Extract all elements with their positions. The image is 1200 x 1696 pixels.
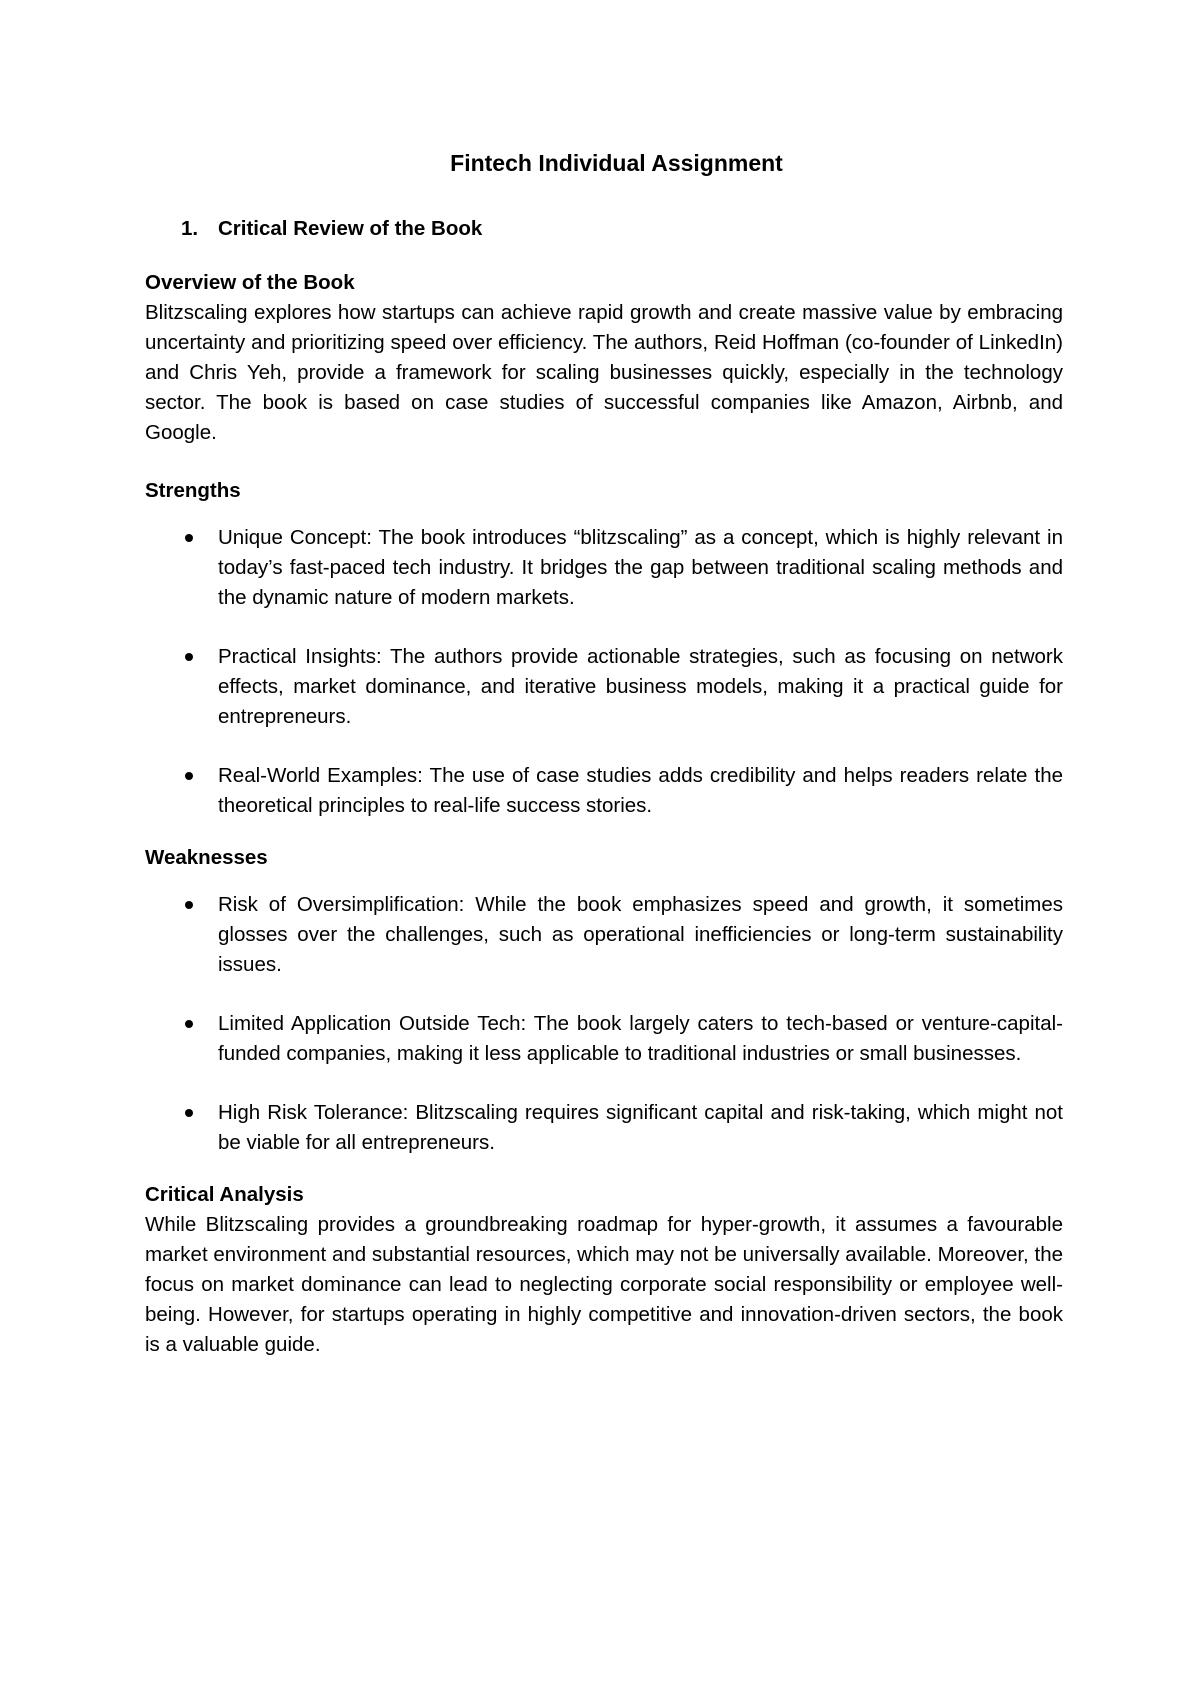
document-content	[145, 140, 1063, 1360]
critical-analysis-section	[145, 1180, 1063, 1360]
section-title: Critical Review of the Book	[218, 217, 483, 240]
list-item	[145, 642, 1063, 732]
bullet-icon	[145, 642, 218, 732]
bullet-icon	[145, 890, 218, 980]
list-item-text: High Risk Tolerance: Blitzscaling requires significant capital and risk-taking, which might not be viable for all entrepreneurs.	[218, 1101, 1063, 1154]
section-heading-numbered	[145, 214, 1063, 244]
list-item	[145, 523, 1063, 613]
list-item-text: Unique Concept: The book introduces “blitzscaling” as a concept, which is highly relevant in today’s fast-paced tech industry. It bridges the gap between traditional scaling methods and the dynamic nature of modern markets.	[218, 526, 1063, 609]
strengths-heading: Strengths	[145, 479, 241, 502]
list-item-text: Risk of Oversimplification: While the book emphasizes speed and growth, it sometimes glosses over the challenges, such as operational inefficiencies or long-term sustainability issues.	[218, 893, 1063, 976]
list-item-text: Practical Insights: The authors provide actionable strategies, such as focusing on network effects, market dominance, and iterative business models, making it a practical guide for entrepreneurs.	[218, 645, 1063, 728]
list-item-text: Limited Application Outside Tech: The book largely caters to tech-based or venture-capital-funded companies, making it less applicable to traditional industries or small businesses.	[218, 1012, 1063, 1065]
weaknesses-heading: Weaknesses	[145, 846, 268, 869]
bullet-icon	[145, 523, 218, 613]
section-number: 1.	[181, 217, 199, 240]
overview-section	[145, 268, 1063, 448]
overview-paragraph: Blitzscaling explores how startups can achieve rapid growth and create massive value by embracing uncertainty and prioritizing speed over efficiency. The authors, Reid Hoffman (co-founder of LinkedIn) and Chris Yeh, provide a framework for scaling businesses quickly, especially in the technology sector. The book is based on case studies of successful companies like Amazon, Airbnb, and Google.	[145, 301, 1063, 444]
critical-analysis-heading: Critical Analysis	[145, 1183, 304, 1206]
list-item	[145, 1009, 1063, 1069]
list-item-text: Real-World Examples: The use of case studies adds credibility and helps readers relate the theoretical principles to real-life success stories.	[218, 764, 1063, 817]
critical-analysis-paragraph: While Blitzscaling provides a groundbreaking roadmap for hyper-growth, it assumes a favourable market environment and substantial resources, which may not be universally available. Moreover, the focus on market dominance can lead to neglecting corporate social responsibility or employee well-being. However, for startups operating in highly competitive and innovation-driven sectors, the book is a valuable guide.	[145, 1213, 1063, 1356]
weaknesses-section	[145, 843, 1063, 1158]
bullet-icon	[145, 1098, 218, 1158]
weaknesses-list	[145, 890, 1063, 1158]
document-title: Fintech Individual Assignment	[450, 150, 783, 176]
bullet-icon	[145, 761, 218, 821]
list-item	[145, 1098, 1063, 1158]
strengths-section	[145, 476, 1063, 821]
bullet-icon	[145, 1009, 218, 1069]
strengths-list	[145, 523, 1063, 821]
list-item	[145, 890, 1063, 980]
list-item	[145, 761, 1063, 821]
overview-heading: Overview of the Book	[145, 271, 355, 294]
